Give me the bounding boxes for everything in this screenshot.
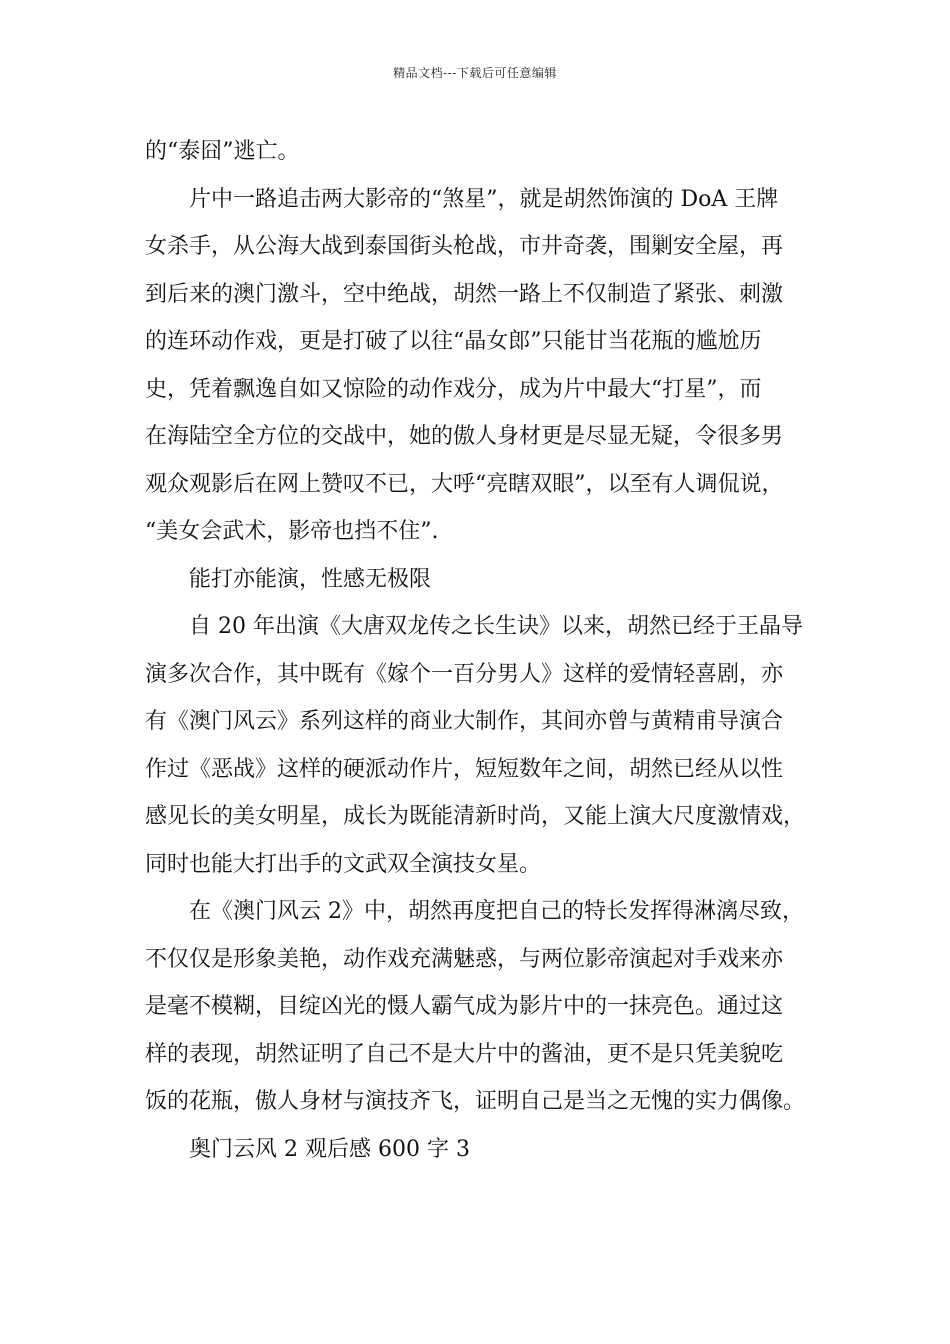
text-line: 在海陆空全方位的交战中，她的傲人身材更是尽显无疑，令很多男 <box>145 424 784 449</box>
text-line: 的“泰囧”逃亡。 <box>145 139 300 164</box>
text-line: 到后来的澳门激斗，空中绝战，胡然一路上不仅制造了紧张、刺激 <box>145 281 784 307</box>
text-line: 样的表现，胡然证明了自己不是大片中的酱油，更不是只凭美貌吃 <box>145 1041 784 1067</box>
text-line: 同时也能大打出手的文武双全演技女星。 <box>145 851 542 877</box>
page-header: 精品文档---下载后可任意编辑 <box>393 66 557 80</box>
text-line: 史，凭着飘逸自如又惊险的动作戏分，成为片中最大“打星”，而 <box>145 376 762 402</box>
section-heading: 奥门云风 2 观后感 600 字 3 <box>189 1136 470 1162</box>
paragraph-start-line: 片中一路追击两大影帝的“煞星”，就是胡然饰演的 DoA 王牌 <box>189 186 779 212</box>
text-line: 演多次合作，其中既有《嫁个一百分男人》这样的爱情轻喜剧，亦 <box>145 661 784 687</box>
text-line: 观众观影后在网上赞叹不已，大呼“亮瞎双眼”，以至有人调侃说， <box>145 471 784 497</box>
text-line: 有《澳门风云》系列这样的商业大制作，其间亦曾与黄精甫导演合 <box>145 709 784 734</box>
text-line: 是毫不模糊，目绽凶光的慑人霸气成为影片中的一抹亮色。通过这 <box>145 994 784 1019</box>
text-line: 作过《恶战》这样的硬派动作片，短短数年之间，胡然已经从以性 <box>145 756 784 782</box>
document-body <box>145 128 835 1173</box>
section-heading: 能打亦能演，性感无极限 <box>189 566 432 592</box>
text-line: “美女会武术，影帝也挡不住”. <box>145 519 439 544</box>
paragraph-start-line: 自 20 年出演《大唐双龙传之长生诀》以来，胡然已经于王晶导 <box>189 614 803 639</box>
paragraph-start-line: 在《澳门风云 2》中，胡然再度把自己的特长发挥得淋漓尽致， <box>189 899 804 924</box>
text-line: 不仅仅是形象美艳，动作戏充满魅惑，与两位影帝演起对手戏来亦 <box>145 946 784 972</box>
text-line: 的连环动作戏，更是打破了以往“晶女郎”只能甘当花瓶的尴尬历 <box>145 329 762 354</box>
text-line: 饭的花瓶，傲人身材与演技齐飞，证明自己是当之无愧的实力偶像。 <box>145 1089 806 1114</box>
text-line: 感见长的美女明星，成长为既能清新时尚，又能上演大尺度激情戏， <box>145 804 806 829</box>
text-line: 女杀手，从公海大战到泰国街头枪战，市井奇袭，围剿安全屋，再 <box>145 234 784 259</box>
